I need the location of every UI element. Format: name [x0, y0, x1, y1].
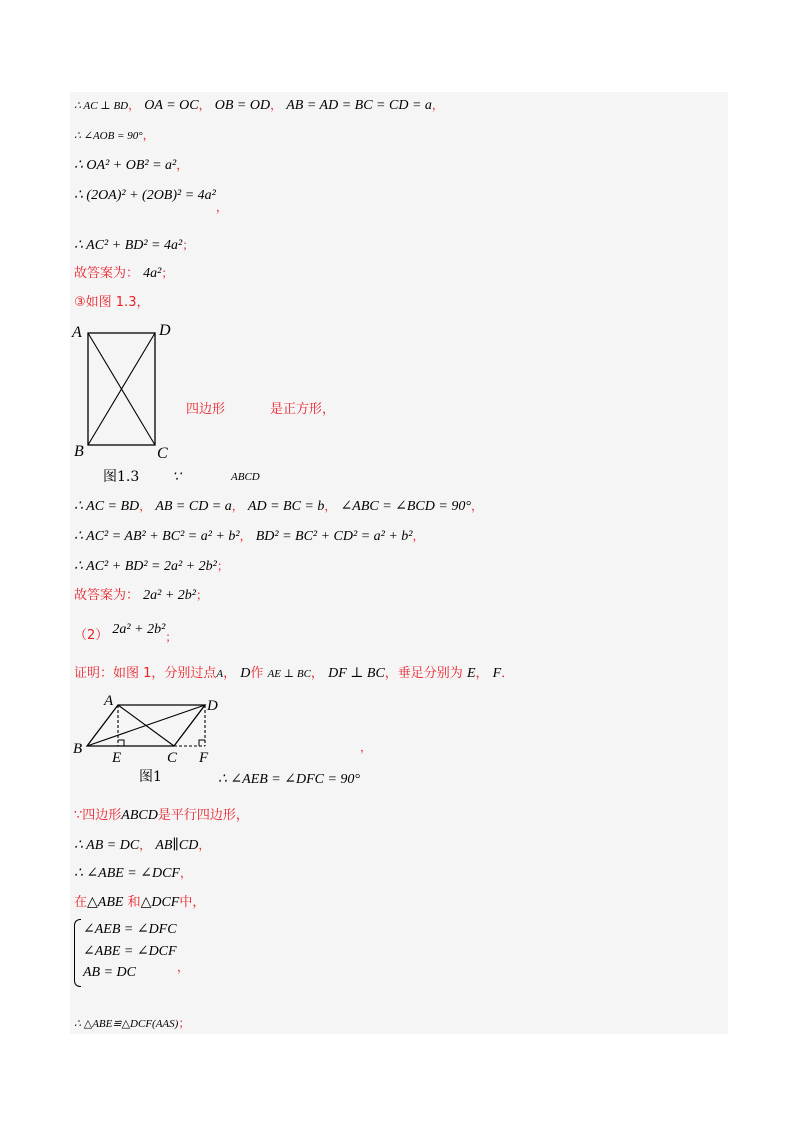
stray-comma: ， — [360, 740, 373, 754]
line-7: ③如图 1.3， — [74, 295, 150, 310]
vertex-label-c: C — [167, 750, 178, 766]
system-row-1: ∠AEB = ∠DFC — [83, 922, 177, 937]
line-3: ∴ OA² + OB² = a²， — [74, 158, 189, 173]
line-20: 在△ABE 和△DCF中， — [74, 895, 206, 910]
figure-caption-1: 图1 — [139, 769, 162, 785]
vertex-label-a: A — [72, 324, 82, 341]
line-2: ∴ ∠AOB = 90°， — [74, 128, 155, 142]
vertex-label-a: A — [104, 693, 114, 709]
diagonal-ac — [118, 705, 174, 746]
vertex-label-e: E — [112, 750, 122, 766]
line-14: （2） 2a² + 2b²； — [74, 622, 178, 644]
line-1: ∴ AC ⊥ BD， OA = OC， OB = OD， AB = AD = BC = CD = a， — [74, 98, 444, 113]
line-6: 故答案为： 4a²； — [74, 266, 174, 281]
system-row-3: AB = DC — [83, 965, 136, 980]
line-12: ∴ AC² + BD² = 2a² + 2b²； — [74, 559, 229, 574]
line-17: ∵四边形ABCD是平行四边形， — [74, 808, 249, 823]
figure-1 — [68, 692, 228, 766]
line-10: ∴ AC = BD， AB = CD = a， AD = BC = b， ∠ABC = ∠BCD = 90°， — [74, 499, 483, 514]
line-4: ∴ (2OA)² + (2OB)² = 4a²， — [74, 188, 228, 214]
figure-1-3 — [68, 318, 188, 464]
vertex-label-d: D — [159, 322, 171, 339]
vertex-label-c: C — [157, 445, 168, 462]
text-is-square: 是正方形， — [270, 402, 336, 417]
line-13: 故答案为： 2a² + 2b²； — [74, 588, 209, 603]
left-brace — [74, 919, 81, 987]
line-15: 证明：如图 1，分别过点A， D作 AE ⊥ BC， DF ⊥ BC，垂足分别为 E， F． — [74, 666, 515, 681]
right-angle-f — [199, 740, 205, 746]
line-5: ∴ AC² + BD² = 4a²； — [74, 238, 195, 253]
line-18: ∴ AB = DC， AB∥CD， — [74, 838, 211, 853]
figure-caption-1-3: 图1.3 — [103, 469, 140, 485]
system-comma: ， — [177, 960, 190, 974]
text-quadrilateral: 四边形 — [186, 402, 226, 417]
right-angle-e — [118, 740, 124, 746]
line-19: ∴ ∠ABE = ∠DCF， — [74, 866, 192, 881]
vertex-label-b: B — [73, 741, 83, 757]
line-11: ∴ AC² = AB² + BC² = a² + b²， BD² = BC² + CD² = a² + b²， — [74, 529, 425, 544]
abcd-label: ABCD — [231, 471, 260, 483]
vertex-label-b: B — [74, 443, 84, 460]
vertex-label-d: D — [207, 698, 218, 714]
system-row-2: ∠ABE = ∠DCF — [83, 944, 177, 959]
line-21: ∴ △ABE≌△DCF(AAS)； — [74, 1016, 191, 1030]
angle-equality: ∴ ∠AEB = ∠DFC = 90° — [218, 772, 361, 787]
vertex-label-f: F — [199, 750, 209, 766]
because-symbol: ∵ — [172, 470, 181, 485]
